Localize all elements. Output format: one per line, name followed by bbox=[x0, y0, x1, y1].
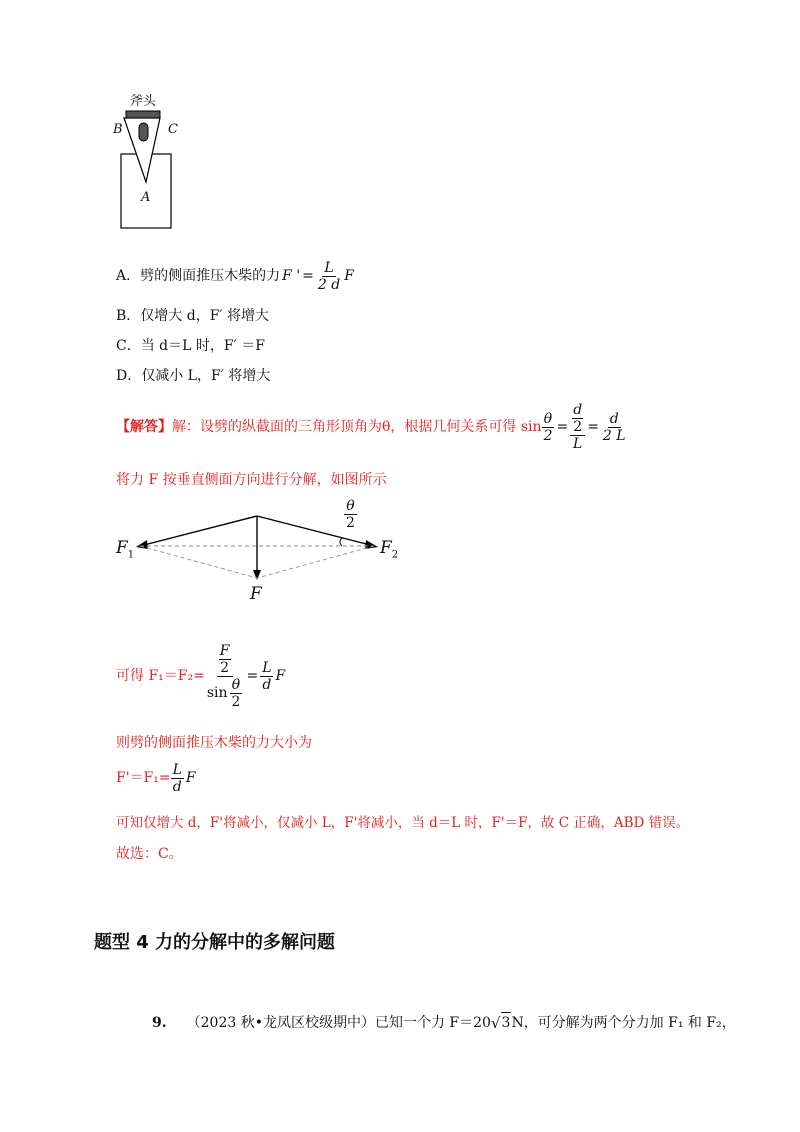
force-label-f2 bbox=[380, 538, 398, 560]
answer-line-3-tail: F bbox=[275, 668, 286, 684]
option-a-num: L bbox=[324, 259, 334, 276]
answer-compound-num-top: d bbox=[573, 402, 583, 418]
answer-line-5-fraction bbox=[171, 762, 184, 795]
answer-line-1-text: 解：设劈的纵截面的三角形顶角为θ，根据几何关系可得 sin bbox=[172, 419, 542, 435]
force-angle-fraction bbox=[344, 498, 357, 531]
answer-line-5-tail: F bbox=[185, 770, 196, 786]
question-9 bbox=[152, 1012, 736, 1033]
answer-last-den: 2 L bbox=[602, 427, 626, 444]
answer-sin-num: θ bbox=[543, 410, 553, 427]
force-label-f1-main: F bbox=[116, 538, 128, 558]
answer-line-2: 将力 F 按垂直侧面方向进行分解，如图所示 bbox=[116, 472, 387, 488]
answer-line-3-num-bottom: 2 bbox=[220, 659, 230, 676]
answer-line-6: 可知仅增大 d，F'将减小，仅减小 L，F'将减小，当 d＝L 时，F'＝F，故 C 正确，ABD 错误。 bbox=[116, 815, 690, 831]
question-9-text-suffix: N，可分解为两个分力加 F₁ 和 F₂， bbox=[511, 1014, 736, 1031]
axe-label-a: A bbox=[141, 190, 151, 205]
option-a-den: 2 d bbox=[317, 276, 341, 293]
option-a-lhs: F ' bbox=[282, 268, 301, 284]
answer-compound-num bbox=[570, 402, 585, 436]
answer-sin-fraction bbox=[542, 411, 555, 444]
force-label-f2-main: F bbox=[380, 538, 392, 558]
answer-line-3-big-num bbox=[217, 643, 233, 677]
option-c: C．当 d＝L 时，F′ ＝F bbox=[116, 338, 265, 354]
force-angle-num: θ bbox=[346, 498, 355, 514]
force-figure bbox=[112, 498, 412, 608]
answer-line-4: 则劈的侧面推压木柴的力大小为 bbox=[116, 735, 312, 751]
answer-line-3-den-num: θ bbox=[231, 676, 241, 693]
answer-line-5-den: d bbox=[172, 778, 182, 795]
force-label-f1-sub: 1 bbox=[127, 549, 135, 561]
answer-eq-1: = bbox=[556, 419, 569, 435]
option-a-eq: = bbox=[302, 268, 314, 284]
option-d: D．仅减小 L，F′ 将增大 bbox=[116, 368, 271, 384]
answer-last-num: d bbox=[609, 410, 619, 427]
option-a-text: A．劈的侧面推压木柴的力 bbox=[116, 268, 281, 284]
answer-line-3-big-fraction bbox=[205, 643, 245, 710]
question-9-text-prefix: （2023 秋•龙凤区校级期中）已知一个力 F＝20 bbox=[186, 1014, 491, 1031]
option-b: B．仅增大 d，F′ 将增大 bbox=[116, 308, 270, 324]
answer-line-3-big-den bbox=[205, 677, 245, 710]
force-label-f2-sub: 2 bbox=[391, 549, 399, 561]
option-a-fraction bbox=[316, 260, 342, 293]
answer-line-5-prefix: F'＝F₁= bbox=[116, 770, 171, 786]
question-9-number: 9. bbox=[152, 1014, 167, 1031]
axe-label-top: 斧头 bbox=[130, 94, 157, 109]
axe-label-b: B bbox=[113, 122, 123, 137]
answer-line-7: 故选：C。 bbox=[116, 846, 183, 862]
answer-line-3-den-sin: sin bbox=[206, 685, 228, 701]
answer-line-1 bbox=[116, 398, 628, 456]
sqrt-icon: √ bbox=[490, 1014, 501, 1032]
answer-line-3-den-den: 2 bbox=[231, 693, 241, 710]
force-label-f1 bbox=[116, 538, 134, 560]
question-9-sqrt bbox=[491, 1012, 511, 1033]
answer-compound-den: L bbox=[573, 436, 583, 452]
answer-line-3-frac-num: L bbox=[262, 659, 272, 676]
option-a bbox=[116, 256, 354, 296]
answer-eq-2: = bbox=[587, 419, 599, 435]
axe-figure bbox=[108, 90, 198, 230]
answer-line-5-num: L bbox=[172, 761, 182, 778]
answer-tag: 【解答】 bbox=[116, 419, 172, 435]
answer-line-3-den-fraction bbox=[230, 677, 243, 710]
answer-line-3-fraction bbox=[260, 660, 273, 693]
answer-line-3 bbox=[116, 636, 285, 716]
force-diagram bbox=[112, 498, 412, 608]
answer-line-3-frac-den: d bbox=[262, 676, 272, 693]
answer-line-3-num-top: F bbox=[219, 642, 230, 659]
answer-compound-fraction bbox=[570, 402, 585, 452]
force-angle-den: 2 bbox=[346, 515, 355, 531]
answer-line-3-eq: = bbox=[246, 668, 259, 684]
answer-line-5 bbox=[116, 758, 196, 798]
axe-label-c: C bbox=[168, 122, 178, 137]
force-label-f: F bbox=[250, 584, 262, 604]
answer-sin-den: 2 bbox=[543, 427, 553, 444]
answer-line-3-prefix: 可得 F₁＝F₂= bbox=[116, 668, 205, 684]
option-a-tail: F bbox=[344, 268, 354, 284]
answer-last-fraction bbox=[601, 411, 628, 444]
section-heading: 题型 4 力的分解中的多解问题 bbox=[94, 932, 336, 953]
question-9-sqrt-value: 3 bbox=[501, 1012, 512, 1033]
answer-compound-num-bottom: 2 bbox=[573, 419, 583, 435]
